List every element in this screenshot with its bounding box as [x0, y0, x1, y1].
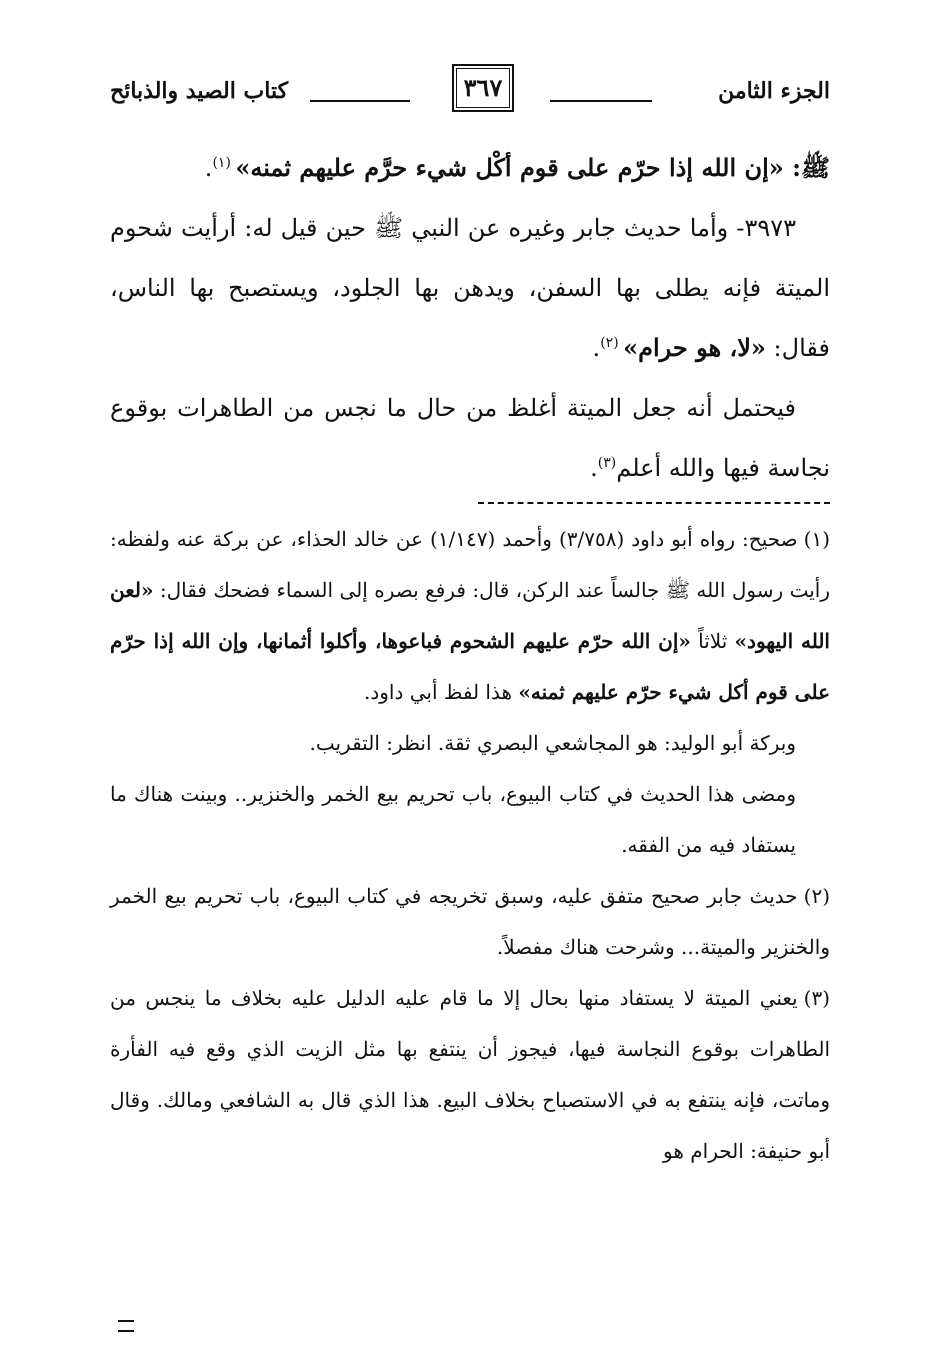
period: . — [590, 454, 598, 482]
paragraph-3973-text: ٣٩٧٣- وأما حديث جابر وغيره عن النبي ﷺ حين قيل له: أرأيت شحوم الميتة فإنه يطلى بها السفن، ويدهن بها الجلود، ويستصبح بها الناس، فقال: — [110, 214, 830, 362]
hadith-answer-quote: «لا، هو حرام» — [623, 333, 766, 362]
footnote-1-note-1: وبركة أبو الوليد: هو المجاشعي البصري ثقة. انظر: التقريب. — [309, 731, 796, 755]
page-number: ٣٦٧ — [452, 64, 514, 112]
footnote-2-number: (٢) — [803, 884, 830, 908]
footnote-1-quote-b: «إن الله حرّم عليهم الشحوم فباعوها، وأكلوا أثمانها، وإن الله إذا حرّم على قوم أكل شيء حرّم عليهم ثمنه» — [110, 629, 830, 704]
header-rule-left — [310, 100, 410, 102]
footnote-separator — [478, 502, 830, 504]
footnote-3-text: يعني الميتة لا يستفاد منها بحال إلا ما قام عليه الدليل عليه بخلاف ما ينجس من الطاهرات بوقوع النجاسة فيها، فيجوز أن ينتفع بها مثل الزيت الذي وقع فيه الفأرة وماتت، فإنه ينتفع به في الاستصباح بخلاف البيع. هذا الذي قال به الشافعي ومالك. وقال أبو حنيفة: الحرام هو — [110, 986, 830, 1163]
book-page — [110, 58, 830, 1318]
footnote-ref-3: (٣) — [597, 455, 617, 471]
footnote-1 — [110, 514, 830, 718]
part-label: الجزء الثامن — [718, 78, 830, 104]
footnotes — [110, 514, 830, 1177]
page-header — [110, 58, 830, 122]
footnote-1-text-b: ثلاثاً — [690, 629, 735, 653]
prophet-salutation: ﷺ: — [783, 153, 830, 182]
book-label: كتاب الصيد والذبائح — [110, 78, 289, 104]
footnote-1-text-a: صحيح: رواه أبو داود (٣/٧٥٨) وأحمد (١/١٤٧) عن خالد الحذاء، عن بركة عنه ولفظه: رأيت رسول الله ﷺ جالساً عند الركن، قال: فرفع بصره إلى السماء فضحك فقال: — [110, 527, 830, 602]
footnote-2 — [110, 871, 830, 973]
footnote-3 — [110, 973, 830, 1177]
header-rule-right — [550, 100, 652, 102]
footnote-1-number: (١) — [803, 527, 830, 551]
footnote-1-quote-a: «لعن الله اليهود» — [110, 578, 830, 653]
footnote-3-number: (٣) — [803, 986, 830, 1010]
main-text — [110, 138, 830, 498]
footnote-1-note-2: ومضى هذا الحديث في كتاب البيوع، باب تحريم بيع الخمر والخنزير.. وبينت هناك ما يستفاد فيه من الفقه. — [110, 782, 796, 857]
hadith-quote: «إن الله إذا حرّم على قوم أكْل شيء حرَّم عليهم ثمنه» — [235, 153, 784, 182]
paragraph-hadith-continuation — [110, 138, 830, 198]
paragraph-conclusion-text: فيحتمل أنه جعل الميتة أغلظ من حال ما نجس من الطاهرات بوقوع نجاسة فيها والله أعلم — [110, 394, 830, 482]
continuation-mark — [118, 1320, 134, 1332]
footnote-ref-2: (٢) — [600, 335, 624, 351]
paragraph-3973 — [110, 198, 830, 378]
footnote-1-text-c: هذا لفظ أبي داود. — [363, 680, 519, 704]
period: . — [204, 154, 213, 182]
footnote-ref-1: (١) — [212, 155, 236, 171]
period: . — [592, 334, 601, 362]
paragraph-conclusion — [110, 378, 830, 498]
footnote-2-text: حديث جابر صحيح متفق عليه، وسبق تخريجه في كتاب البيوع، باب تحريم بيع الخمر والخنزير والميتة... وشرحت هناك مفصلاً. — [110, 884, 830, 959]
